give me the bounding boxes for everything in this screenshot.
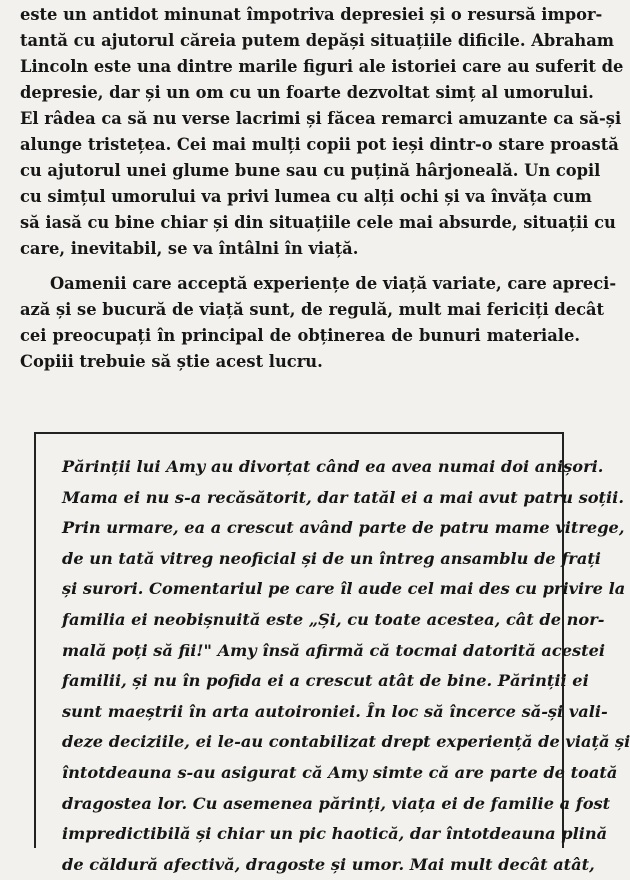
text-line: cu ajutorul unei glume bune sau cu puțină hârjoneală. Un copil [20, 161, 601, 180]
text-line: Oamenii care acceptă experiențe de viață variate, care apreci- [50, 274, 617, 293]
text-line: alunge tristețea. Cei mai mulți copii pot ieși dintr-o stare proastă [20, 135, 619, 154]
story-line: întotdeauna s-au asigurat că Amy simte că are parte de toată [62, 762, 618, 782]
text-line: care, inevitabil, se va întâlni în viață. [20, 239, 359, 258]
paragraph-2 [20, 271, 617, 375]
text-line: cu simțul umorului va privi lumea cu alți ochi și va învăța cum [20, 187, 592, 206]
paragraph-spacer [20, 262, 580, 271]
text-line: depresie, dar și un om cu un foarte dezvoltat simț al umorului. [20, 83, 594, 102]
text-line: El râdea ca să nu verse lacrimi și făcea remarci amuzante ca să-și [20, 109, 622, 128]
text-line: Copiii trebuie să știe acest lucru. [20, 352, 323, 371]
story-line: impredictibilă și chiar un pic haotică, dar întotdeauna plină [62, 824, 608, 844]
story-line: și surori. Comentariul pe care îl aude cel mai des cu privire la [62, 579, 626, 599]
story-line: Prin urmare, ea a crescut având parte de patru mame vitrege, [62, 518, 625, 538]
story-line: de căldură afectivă, dragoste și umor. Mai mult decât atât, [62, 854, 595, 874]
paragraph-1 [20, 2, 624, 262]
text-line: este un antidot minunat împotriva depresiei și o resursă impor- [20, 5, 603, 24]
story-line: de un tată vitreg neoficial și de un întreg ansamblu de frați [62, 548, 601, 568]
story-line: mală poți să fii!" Amy însă afirmă că tocmai datorită acestei [62, 640, 606, 660]
story-line: dragostea lor. Cu asemenea părinți, viața ei de familie a fost [62, 793, 611, 813]
text-line: tantă cu ajutorul căreia putem depăși situațiile dificile. Abraham [20, 31, 614, 50]
story-box-text [62, 452, 630, 880]
story-line: Mama ei nu s-a recăsătorit, dar tatăl ei a mai avut patru soții. [62, 487, 624, 507]
story-box [34, 432, 630, 874]
text-line: să iasă cu bine chiar și din situațiile cele mai absurde, situații cu [20, 213, 616, 232]
story-line: familia ei neobișnuită este „Și, cu toate acestea, cât de nor- [62, 609, 605, 629]
text-line: cei preocupați în principal de obținerea de bunuri materiale. [20, 326, 580, 345]
text-line: Lincoln este una dintre marile figuri ale istoriei care au suferit de [20, 57, 624, 76]
story-line: Părinții lui Amy au divorțat când ea avea numai doi anișori. [62, 457, 604, 476]
main-text [20, 2, 624, 375]
story-line: deze deciziile, ei le-au contabilizat drept experiență de viață și [62, 732, 630, 752]
story-line: familii, și nu în pofida ei a crescut atât de bine. Părinții ei [62, 671, 589, 691]
story-line: sunt maeștrii în arta autoironiei. În loc să încerce să-și vali- [62, 701, 608, 721]
text-line: ază și se bucură de viață sunt, de regulă, mult mai fericiți decât [20, 300, 605, 319]
